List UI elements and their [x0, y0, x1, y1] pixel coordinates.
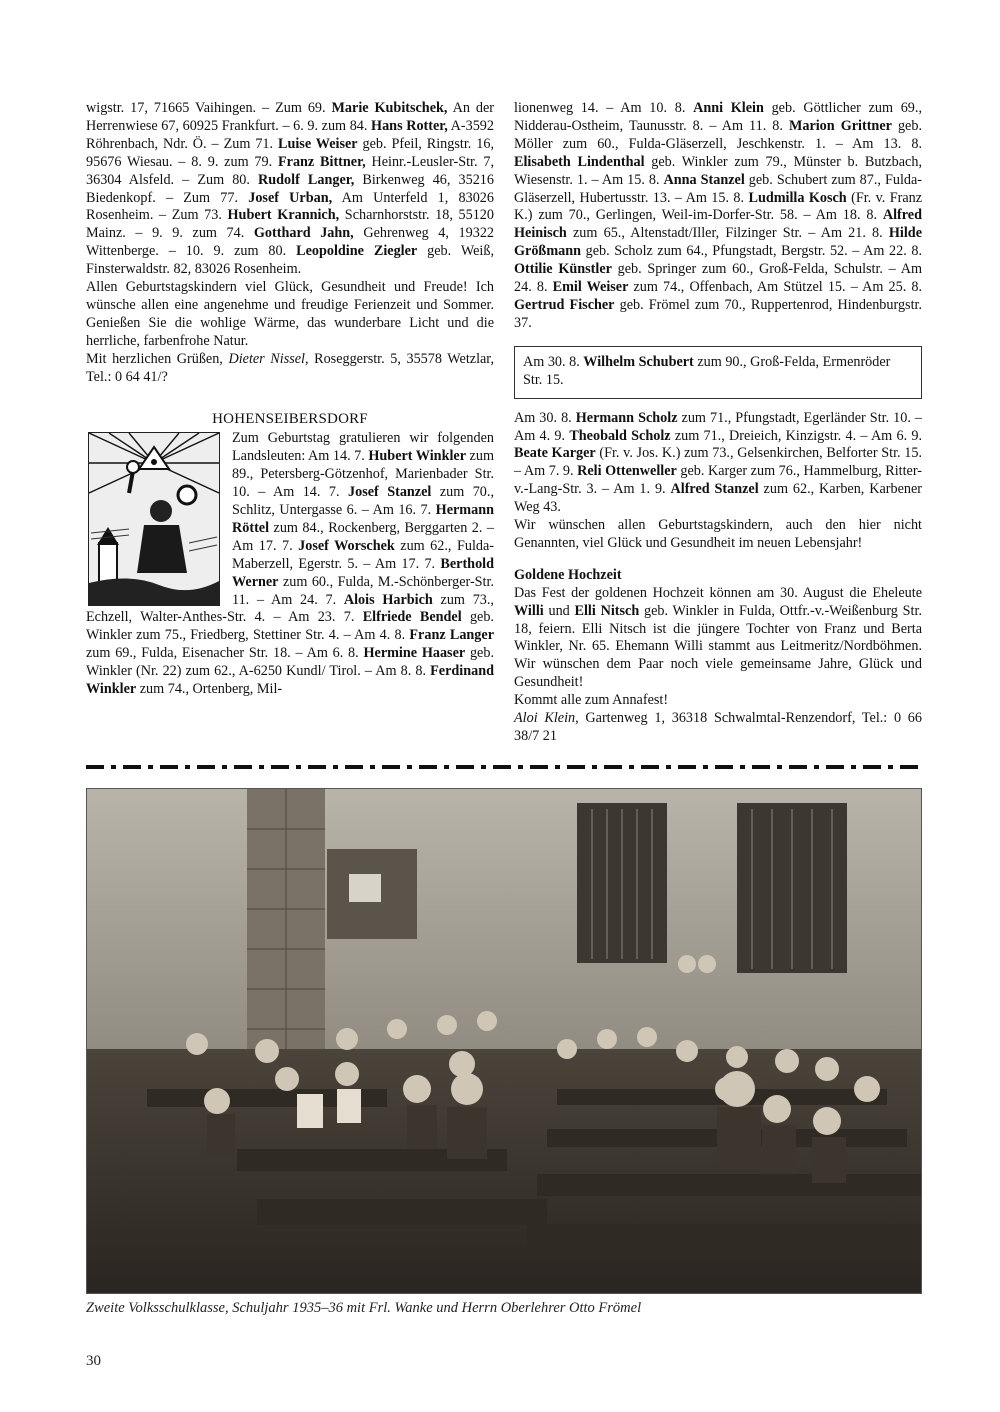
name-text: Ferdinand Winkler	[86, 663, 494, 698]
name-text: Franz Langer	[409, 627, 494, 644]
text-run: zum 62., Karben, Karbener Weg 43.	[514, 481, 923, 516]
name-text: Josef Worschek	[298, 537, 395, 554]
signature-paragraph	[86, 351, 494, 387]
text-run: Heinr.-Leusler-Str. 7, 36304 Alsfeld. – Zum 80.	[86, 153, 495, 188]
name-text: Hans Rotter,	[371, 117, 448, 134]
text-run: zum 60., Fulda, M.-Schönberger-Str. 11. – Am 24. 7.	[232, 573, 494, 608]
name-text: Ottilie Künstler	[514, 261, 612, 278]
name-text: Gertrud Fischer	[514, 296, 615, 313]
text-run: geb. Weiß, Finsterwaldstr. 82, 83026 Rosenheim.	[86, 243, 494, 278]
name-text: Anna Stanzel	[663, 171, 745, 188]
text-run: zum 84., Rockenberg, Berggarten 2. – Am 17. 7.	[232, 519, 494, 554]
text-run: zum 69., Fulda, Eisenacher Str. 18. – Am 6. 8.	[86, 645, 364, 662]
page-number: 30	[86, 1353, 101, 1369]
text-run: zum 74., Ortenberg, Mil-	[136, 681, 283, 698]
name-text: Emil Weiser	[552, 279, 629, 296]
signature-name: Dieter Nissel,	[228, 350, 309, 367]
text-run: A-3592 Röhrenbach, Ndr. Ö. – Zum 71.	[86, 117, 494, 152]
name-text: Hermine Haaser	[363, 645, 466, 662]
text-run: Roseggerstr. 5, 35578 Wetzlar, Tel.: 0 64 41/?	[86, 350, 495, 385]
text-run: zum 73., Echzell, Walter-Anthes-Str. 4. – Am 23. 7.	[86, 591, 494, 626]
dash-dot-divider	[86, 764, 918, 770]
text-run: geb. Möller zum 60., Fulda-Gläserzell, Jeschkenstr. 1. – Am 13. 8.	[514, 117, 922, 152]
text-run: Am 30. 8.	[523, 353, 584, 370]
golden-wedding-paragraph	[514, 585, 922, 692]
text-run: Gartenweg 1, 36318 Schwalmtal-Renzendorf, Tel.: 0 66 38/7 21	[514, 710, 922, 744]
greeting-paragraph: Allen Geburtstagskindern viel Glück, Gesundheit und Freude! Ich wünsche allen eine angenehme und freudige Ferienzeit und Sommer. Genießen Sie die wohlige Wärme, das wunderbare Licht und die herrliche, farbenfrohe Natur.	[86, 279, 494, 349]
name-text: Elfriede Bendel	[362, 609, 462, 626]
name-text: Berthold Werner	[232, 555, 494, 590]
name-text: Gotthard Jahn,	[253, 225, 354, 242]
text-run: An der Herrenwiese 67, 60925 Frankfurt. – 6. 9. zum 84.	[86, 100, 495, 134]
name-text: Leopoldine Ziegler	[296, 243, 418, 260]
woodcut-illustration	[88, 432, 220, 606]
text-run: Zum Geburtstag gratulieren wir folgenden Landsleuten: Am 14. 7.	[232, 430, 494, 465]
annafest-line: Kommt alle zum Annafest!	[514, 692, 669, 709]
name-text: Rudolf Langer,	[258, 171, 355, 188]
name-text: Reli Ottenweller	[577, 463, 677, 480]
text-run: geb. Springer zum 60., Groß-Felda, Schulstr. – Am 24. 8.	[514, 261, 922, 296]
name-text: Wilhelm Schubert	[583, 353, 694, 370]
birthday-list-continued	[514, 100, 922, 333]
contact-signature	[514, 710, 922, 746]
text-run: geb. Winkler in Fulda, Ottfr.-v.-Weißenburg Str. 18, feiern. Elli Nitsch ist die jüngere Tochter von Franz und Berta Winkler, Nr. 65. Ehemann Willi stammt aus Leitmeritz/Nordböhmen. Wir wünschen dem Paar noch viele gemeinsame Jahre, Glück und Gesundheit!	[514, 602, 922, 691]
text-run: wigstr. 17, 71665 Vaihingen. – Zum 69.	[86, 100, 332, 116]
name-text: Willi	[514, 602, 544, 619]
text-run: geb. Göttlicher zum 69., Nidderau-Ostheim, Taunusstr. 8. – Am 11. 8.	[514, 100, 922, 134]
text-run: (Fr. v. Jos. K.) zum 73., Gelsenkirchen, Belforter Str. 15. – Am 7. 9.	[514, 445, 922, 480]
name-text: Hilde Größmann	[514, 225, 922, 260]
highlight-box-wilhelm-schubert	[514, 346, 922, 399]
text-run: geb. Winkler zum 79., Münster b. Butzbach, Wiesenstr. 1. – Am 15. 8.	[514, 153, 922, 188]
birthday-list-september	[514, 410, 922, 517]
name-text: Marion Grittner	[788, 117, 892, 134]
text-run: Scharnhorststr. 18, 55120 Mainz. – 9. 9. zum 74.	[86, 207, 494, 242]
text-run: zum 71., Pfungstadt, Egerländer Str. 10. – Am 4. 9.	[514, 409, 923, 444]
signature-name: Aloi Klein,	[514, 710, 579, 727]
text-run: zum 89., Petersberg-Götzenhof, Marienbader Str. 10. – Am 14. 7.	[232, 448, 494, 501]
text-run: geb. Winkler (Nr. 22) zum 62., A-6250 Kundl/ Tirol. – Am 8. 8.	[86, 645, 494, 680]
text-run: Am 30. 8.	[514, 409, 576, 426]
name-text: Beate Karger	[514, 445, 596, 462]
birthday-list-paragraph	[86, 100, 494, 279]
text-run: zum 70., Schlitz, Untergasse 6. – Am 16. 7.	[232, 484, 494, 519]
name-text: Ludmilla Kosch	[748, 189, 847, 206]
name-text: Alfred Stanzel	[670, 481, 759, 498]
name-text: Josef Urban,	[248, 189, 333, 206]
name-text: Anni Klein	[693, 100, 764, 116]
text-run: Am Unterfeld 1, 83026 Rosenheim. – Zum 73.	[86, 189, 494, 224]
text-run: zum 74., Offenbach, Am Stützel 15. – Am 25. 8.	[628, 279, 922, 296]
wishes-paragraph: Wir wünschen allen Geburtstagskindern, auch den hier nicht Genannten, viel Glück und Gesundheit im neuen Lebensjahr!	[514, 517, 922, 551]
golden-wedding-heading: Goldene Hochzeit	[514, 566, 622, 583]
name-text: Josef Stanzel	[348, 484, 432, 501]
school-class-photograph	[86, 788, 922, 1294]
text-run: zum 71., Dreieich, Kinzigstr. 4. – Am 6. 9.	[670, 427, 923, 444]
text-run: geb. Schubert zum 87., Fulda-Gläserzell, Hubertusstr. 13. – Am 15. 8.	[514, 171, 923, 206]
text-run: lionenweg 14. – Am 10. 8.	[514, 100, 694, 116]
left-column	[86, 100, 494, 699]
text-run: geb. Pfeil, Ringstr. 16, 95676 Wiesau. – 8. 9. zum 79.	[86, 135, 494, 170]
text-run: geb. Scholz zum 64., Pfungstadt, Bergstr. 52. – Am 22. 8.	[581, 243, 922, 260]
text-run: zum 90., Groß-Felda, Ermenröder Str. 15.	[523, 353, 891, 388]
text-run: Das Fest der goldenen Hochzeit können am 30. August die Eheleute	[514, 584, 922, 601]
text-run: und	[543, 602, 575, 619]
name-text: Elisabeth Lindenthal	[514, 153, 645, 170]
text-run: geb. Winkler zum 75., Friedberg, Stettiner Str. 4. – Am 4. 8.	[86, 609, 494, 644]
text-run: (Fr. v. Franz K.) zum 70., Gerlingen, Weil-im-Dorfer-Str. 58. – Am 18. 8.	[514, 189, 923, 224]
name-text: Luise Weiser	[278, 135, 358, 152]
name-text: Hubert Krannich,	[227, 207, 340, 224]
name-text: Franz Bittner,	[277, 153, 366, 170]
right-column	[514, 100, 922, 746]
name-text: Hubert Winkler	[368, 448, 466, 465]
text-run: geb. Karger zum 76., Hammelburg, Ritter-v.-Lang-Str. 3. – Am 1. 9.	[514, 463, 922, 498]
name-text: Alois Harbich	[343, 591, 433, 608]
name-text: Alfred Heinisch	[514, 207, 922, 242]
photo-caption: Zweite Volksschulklasse, Schuljahr 1935–36 mit Frl. Wanke und Herrn Oberlehrer Otto Frömel	[86, 1300, 642, 1316]
text-run: geb. Frömel zum 70., Ruppertenrod, Hindenburgstr. 37.	[514, 296, 923, 331]
text-run: Mit herzlichen Grüßen,	[86, 350, 229, 367]
text-run: zum 65., Altenstadt/Iller, Filzinger Str. – Am 21. 8.	[566, 225, 889, 242]
name-text: Theobald Scholz	[569, 427, 671, 444]
name-text: Hermann Scholz	[575, 409, 678, 426]
text-run: Gehrenweg 4, 19322 Wittenberge. – 10. 9. zum 80.	[86, 225, 495, 260]
text-run: zum 62., Fulda-Maberzell, Egerstr. 5. – Am 17. 7.	[232, 537, 494, 572]
name-text: Elli Nitsch	[574, 602, 640, 619]
name-text: Marie Kubitschek,	[331, 100, 448, 116]
section-title-hohenseibersdorf: HOHENSEIBERSDORF	[212, 410, 368, 427]
text-run: Birkenweg 46, 35216 Biedenkopf. – Zum 77.	[86, 171, 494, 206]
name-text: Hermann Röttel	[232, 502, 494, 536]
